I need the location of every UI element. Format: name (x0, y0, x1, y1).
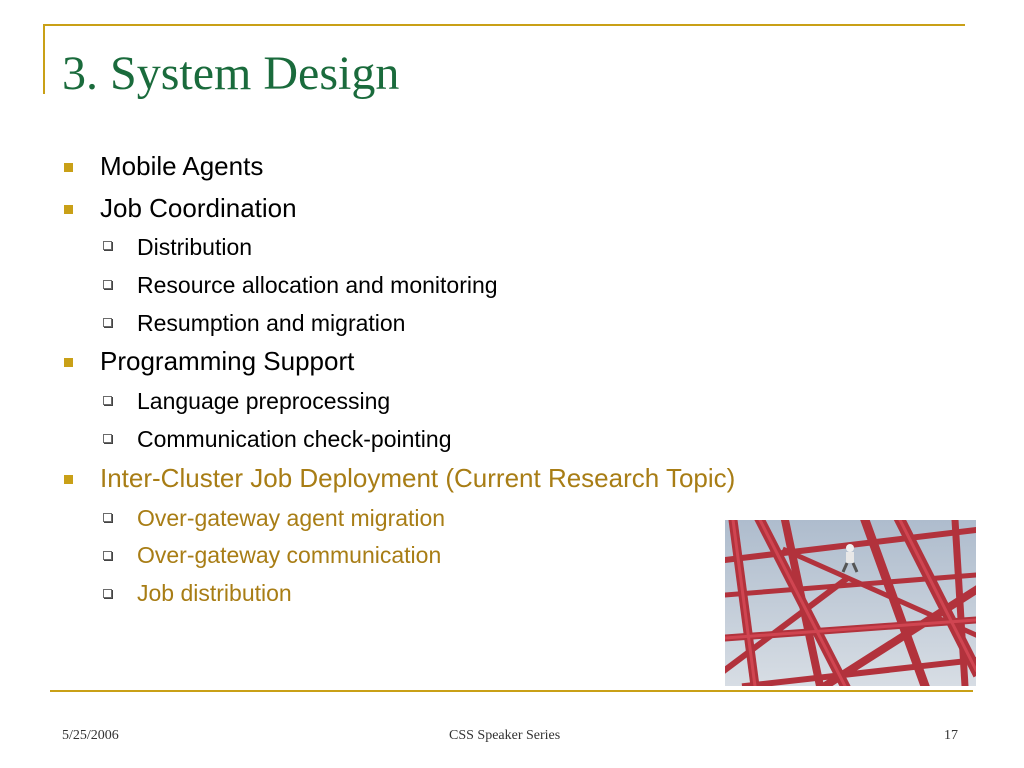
sub-bullet-box-icon (103, 280, 112, 289)
footer-divider-line (50, 690, 973, 692)
frame-top-line (43, 24, 965, 26)
sub-bullet-item: Resumption and migration (137, 310, 406, 336)
sub-bullet-box-icon (103, 589, 112, 598)
sub-bullet-item-highlighted: Over-gateway communication (137, 542, 442, 568)
footer-date: 5/25/2006 (62, 728, 119, 743)
sub-bullet-item: Resource allocation and monitoring (137, 272, 498, 298)
sub-bullet-box-icon (103, 318, 112, 327)
sub-bullet-box-icon (103, 434, 112, 443)
bullet-square-icon (64, 475, 73, 484)
page-number: 17 (944, 728, 958, 743)
bullet-square-icon (64, 163, 73, 172)
sub-bullet-box-icon (103, 513, 112, 522)
slide-title: 3. System Design (62, 47, 400, 100)
bullet-item-highlighted: Inter-Cluster Job Deployment (Current Research Topic) (100, 463, 736, 493)
footer-title: CSS Speaker Series (449, 728, 561, 743)
sub-bullet-item: Distribution (137, 234, 253, 260)
frame-left-line (43, 24, 45, 94)
bullet-item: Job Coordination (100, 193, 297, 223)
steel-beams-photo (725, 520, 976, 686)
bullet-item: Mobile Agents (100, 151, 264, 181)
sub-bullet-item-highlighted: Job distribution (137, 580, 292, 606)
sub-bullet-box-icon (103, 551, 112, 560)
sub-bullet-item-highlighted: Over-gateway agent migration (137, 505, 446, 531)
bullet-square-icon (64, 205, 73, 214)
bullet-square-icon (64, 358, 73, 367)
bullet-item: Programming Support (100, 346, 355, 376)
sub-bullet-box-icon (103, 396, 112, 405)
sub-bullet-box-icon (103, 241, 112, 250)
sub-bullet-item: Communication check-pointing (137, 426, 452, 452)
sub-bullet-item: Language preprocessing (137, 388, 391, 414)
